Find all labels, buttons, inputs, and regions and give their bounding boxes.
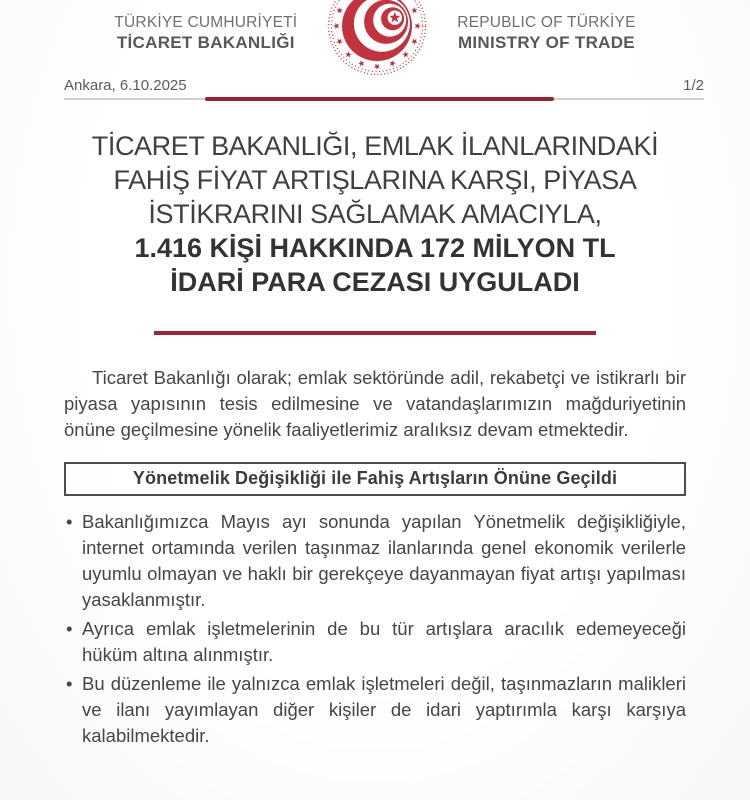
bullet-list — [64, 509, 686, 750]
bullet-item — [64, 509, 686, 613]
org-name-tr-line2: TİCARET BAKANLIĞI — [116, 33, 295, 53]
page-indicator: 1/2 — [683, 77, 704, 94]
header-rule-red — [205, 97, 554, 101]
headline-line-2: FAHİŞ FİYAT ARTIŞLARINA KARŞI, PİYASA — [113, 165, 637, 196]
org-name-english — [457, 13, 635, 54]
org-name-en-line2: MINISTRY OF TRADE — [457, 33, 635, 53]
headline-divider — [154, 331, 596, 335]
headline-line-4: 1.416 KİŞİ HAKKINDA 172 MİLYON TL — [134, 233, 616, 264]
section-title-box: Yönetmelik Değişikliği ile Fahiş Artışların Önüne Geçildi — [64, 462, 686, 496]
org-name-turkish — [114, 13, 297, 54]
headline-line-1: TİCARET BAKANLIĞI, EMLAK İLANLARINDAKİ — [91, 131, 659, 161]
org-name-tr-line1: TÜRKİYE CUMHURİYETİ — [114, 14, 298, 31]
bullet-item — [64, 616, 686, 668]
org-name-en-line1: REPUBLIC OF TÜRKİYE — [457, 14, 636, 31]
headline-line-3: İSTİKRARINI SAĞLAMAK AMACIYLA, — [148, 199, 602, 230]
bullet-marker: • — [66, 673, 73, 695]
body-copy — [0, 365, 750, 749]
letterhead — [0, 0, 750, 76]
headline — [0, 129, 750, 299]
header-rule — [64, 97, 704, 101]
bullet-text-2: Ayrıca emlak işletmelerinin de bu tür artışlara aracılık edemeyeceği hüküm altına alınmıştır. — [82, 618, 686, 666]
emblem-crescent-and-star — [342, 0, 412, 61]
headline-line-5: İDARİ PARA CEZASI UYGULADI — [170, 267, 580, 298]
bullet-marker: • — [66, 510, 73, 532]
bullet-text-3: Bu düzenleme ile yalnızca emlak işletmeleri değil, taşınmazların malikleri ve ilanı yayımlayan diğer kişiler de idari yaptırımla karşı karşıya kalabilmektedir. — [82, 673, 686, 747]
bullet-marker: • — [66, 618, 73, 640]
ministry-of-trade-emblem-icon — [323, 0, 431, 81]
bullet-item — [64, 671, 686, 749]
dateline: Ankara, 6.10.2025 — [64, 77, 187, 94]
bullet-text-1: Bakanlığımızca Mayıs ayı sonunda yapılan Yönetmelik değişikliğiyle, internet ortamında verilen taşınmaz ilanlarında genel ekonomik verilerle uyumlu olmayan ve haklı bir gerekçeye dayanmayan fiyat artışı yapılması yasaklanmıştır. — [82, 510, 686, 611]
intro-paragraph: Ticaret Bakanlığı olarak; emlak sektöründe adil, rekabetçi ve istikrarlı bir piyasa yapısının tesis edilmesine ve vatandaşlarımızın mağduriyetinin önüne geçilmesine yönelik faaliyetlerimiz aralıksız devam etmektedir. — [64, 367, 686, 441]
